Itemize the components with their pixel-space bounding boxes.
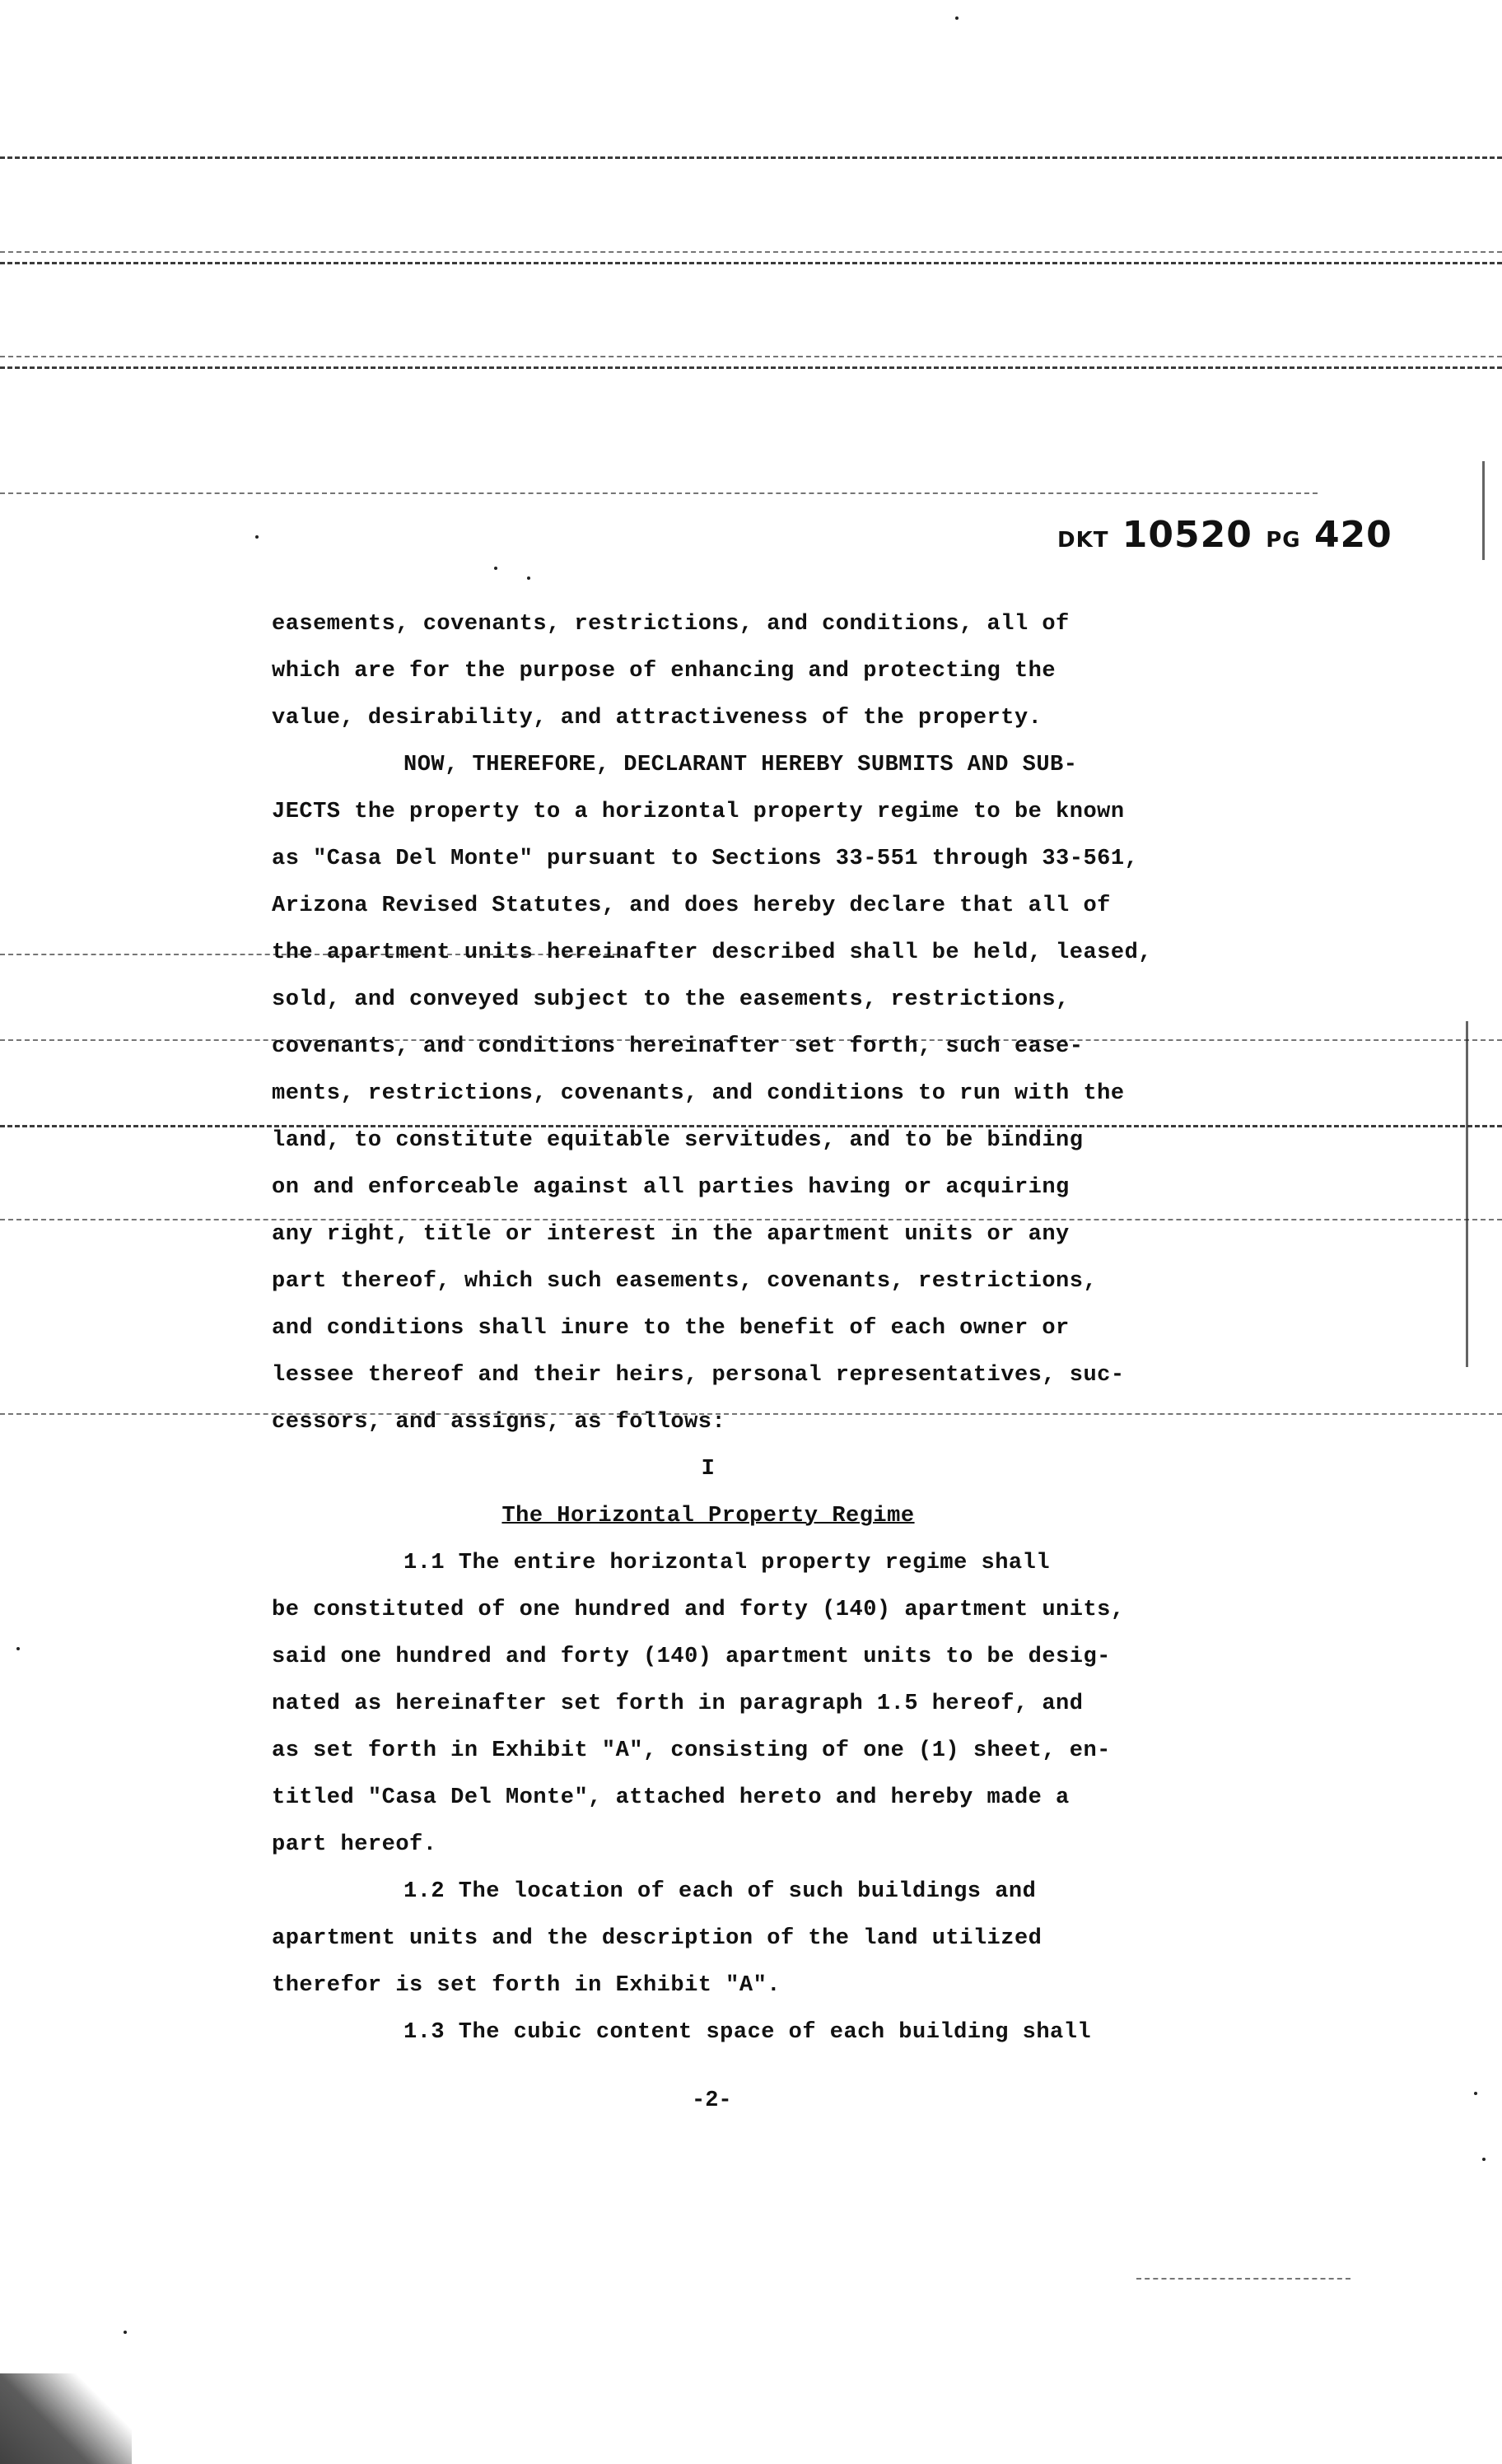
- text-line: part thereof, which such easements, covenants, restrictions,: [272, 1269, 1098, 1294]
- section-heading-text: The Horizontal Property Regime: [501, 1504, 915, 1528]
- section-number: I: [701, 1457, 716, 1482]
- section-heading: [272, 1493, 1145, 1540]
- text-line: 1.3 The cubic content space of each building shall: [403, 2020, 1092, 2045]
- text-line: apartment units and the description of the land utilized: [272, 1926, 1043, 1951]
- scan-corner-noise: [0, 2373, 132, 2464]
- text-line: therefor is set forth in Exhibit "A".: [272, 1973, 781, 1998]
- scan-speck: [1482, 2158, 1486, 2161]
- text-line: covenants, and conditions hereinafter set forth, such ease-: [272, 1034, 1084, 1059]
- scan-speck: [1474, 2092, 1477, 2095]
- text-line: 1.2 The location of each of such buildings and: [403, 1879, 1037, 1904]
- docket-page: 420: [1313, 514, 1392, 556]
- text-line: cessors, and assigns, as follows:: [272, 1410, 726, 1435]
- text-line: as "Casa Del Monte" pursuant to Sections 33-551 through 33-561,: [272, 847, 1139, 871]
- text-line: be constituted of one hundred and forty (140) apartment units,: [272, 1598, 1125, 1622]
- text-line: land, to constitute equitable servitudes, and to be binding: [272, 1128, 1084, 1153]
- docket-number: 10520: [1122, 514, 1252, 556]
- text-line: and conditions shall inure to the benefit of each owner or: [272, 1316, 1070, 1341]
- text-line: ments, restrictions, covenants, and conditions to run with the: [272, 1081, 1125, 1106]
- text-line: nated as hereinafter set forth in paragraph 1.5 hereof, and: [272, 1692, 1084, 1716]
- text-line: said one hundred and forty (140) apartment units to be desig-: [272, 1645, 1111, 1669]
- scan-artifact-line: [0, 356, 1502, 357]
- scan-artifact-line: [1136, 2278, 1350, 2280]
- text-line: the apartment units hereinafter described shall be held, leased,: [272, 940, 1152, 965]
- scan-artifact-line: [0, 366, 1502, 369]
- text-line: any right, title or interest in the apartment units or any: [272, 1222, 1070, 1247]
- text-line: sold, and conveyed subject to the easements, restrictions,: [272, 987, 1070, 1012]
- scan-artifact-line: [0, 262, 1502, 264]
- scan-speck: [124, 2331, 127, 2334]
- text-line: NOW, THEREFORE, DECLARANT HEREBY SUBMITS AND SUB-: [403, 753, 1078, 777]
- scan-artifact-line: [0, 251, 1502, 253]
- scan-speck: [255, 535, 259, 539]
- scan-speck: [16, 1647, 20, 1650]
- text-line: titled "Casa Del Monte", attached hereto and hereby made a: [272, 1785, 1070, 1810]
- scan-artifact-line: [0, 156, 1502, 159]
- docket-page-label: PG: [1266, 528, 1301, 553]
- scan-artifact-streak: [1466, 1021, 1468, 1367]
- scan-speck: [955, 16, 959, 20]
- text-line: JECTS the property to a horizontal property regime to be known: [272, 800, 1125, 824]
- docket-prefix: DKT: [1057, 528, 1109, 553]
- text-line: easements, covenants, restrictions, and conditions, all of: [272, 612, 1070, 637]
- text-line: on and enforceable against all parties having or acquiring: [272, 1175, 1070, 1200]
- text-line: lessee thereof and their heirs, personal representatives, suc-: [272, 1363, 1125, 1388]
- scan-speck: [527, 576, 530, 580]
- text-line: as set forth in Exhibit "A", consisting of one (1) sheet, en-: [272, 1738, 1111, 1763]
- text-line: Arizona Revised Statutes, and does hereby declare that all of: [272, 894, 1111, 918]
- scan-artifact-streak: [1482, 461, 1485, 560]
- document-body: [272, 601, 1227, 2056]
- scan-speck: [494, 567, 497, 570]
- text-line: 1.1 The entire horizontal property regime shall: [403, 1551, 1051, 1575]
- text-line: value, desirability, and attractiveness of the property.: [272, 706, 1043, 730]
- text-line: which are for the purpose of enhancing and protecting the: [272, 659, 1057, 684]
- page-number: -2-: [692, 2088, 732, 2113]
- text-line: part hereof.: [272, 1832, 437, 1857]
- docket-stamp: [1057, 514, 1392, 556]
- scan-artifact-line: [0, 492, 1318, 494]
